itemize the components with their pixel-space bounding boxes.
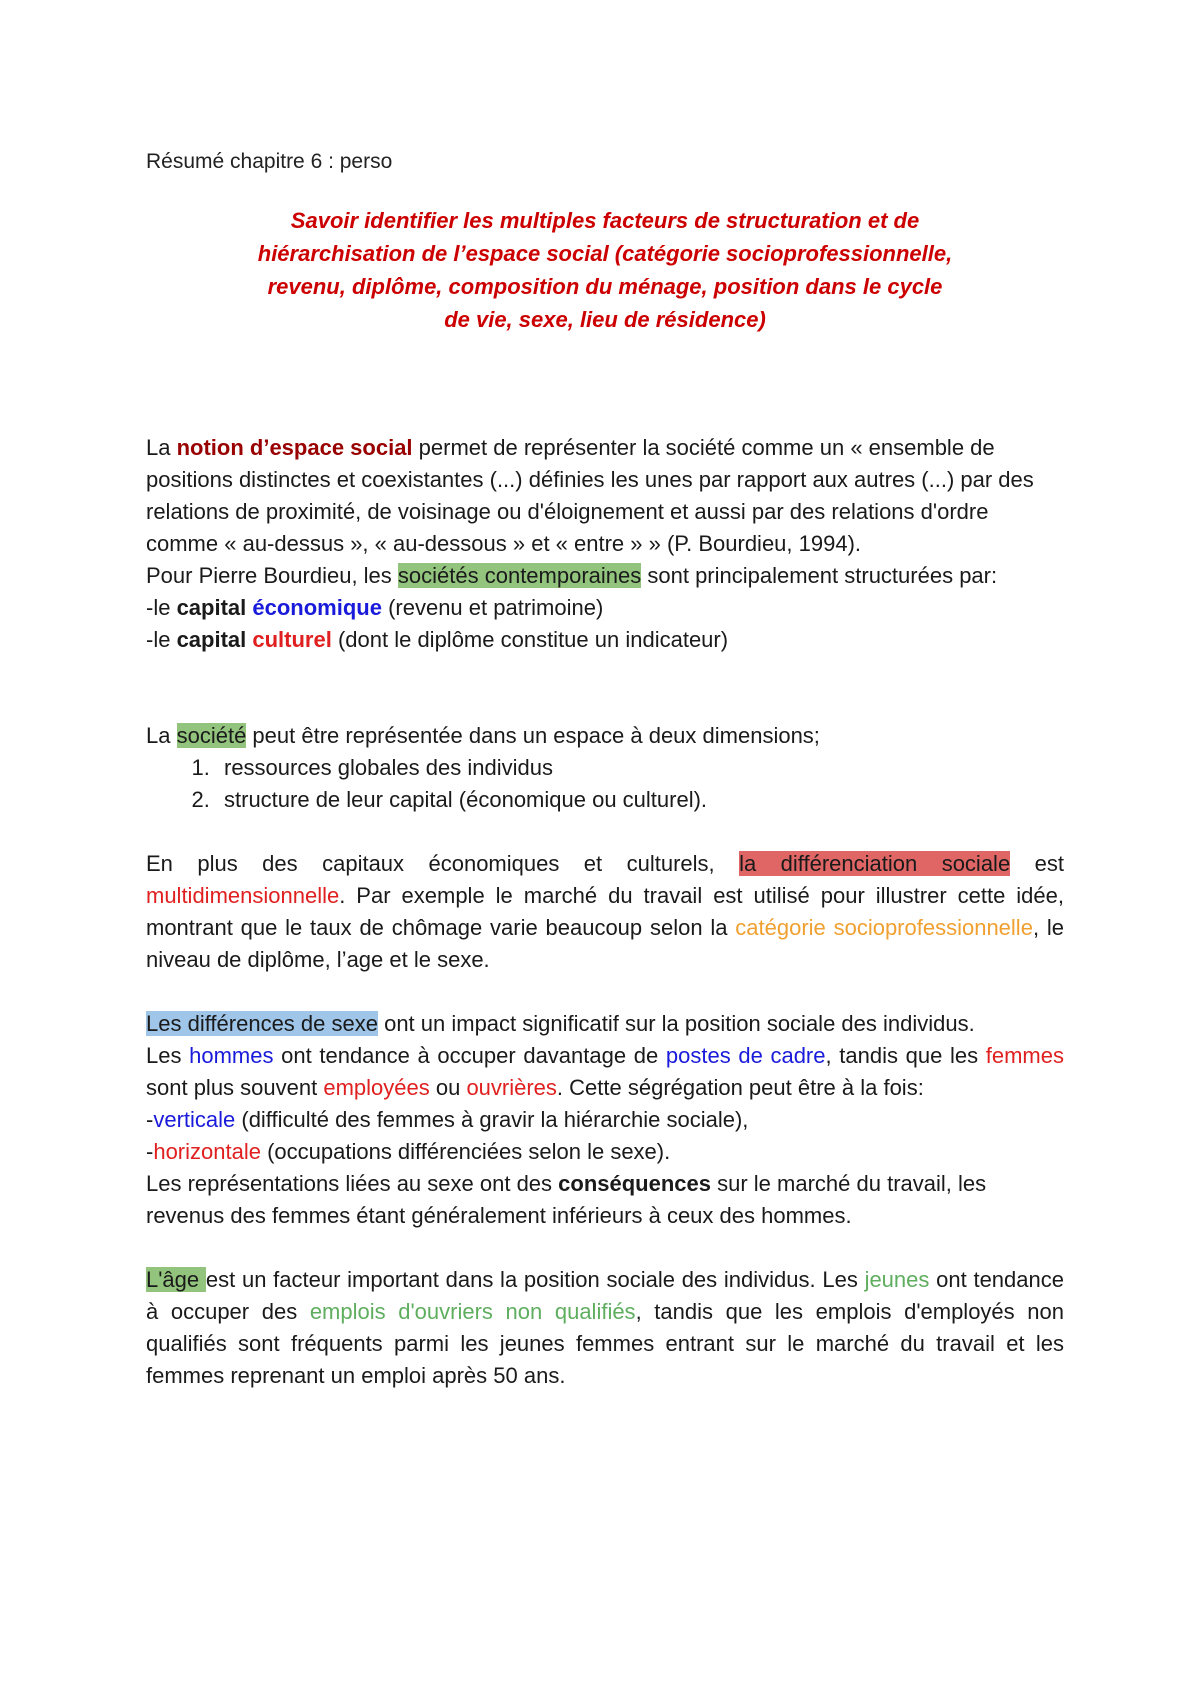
list-item: 1. ressources globales des individus	[216, 752, 1064, 784]
representations-paragraph	[146, 1168, 1064, 1232]
text-run: sont plus souvent	[146, 1075, 324, 1100]
text-run: sur le marché du travail, les revenus des femmes étant généralement inférieurs à ceux des hommes.	[146, 1171, 987, 1228]
csp-word: catégorie socioprofessionnelle	[735, 915, 1033, 940]
text-run: (difficulté des femmes à gravir la hiérarchie sociale),	[235, 1107, 749, 1132]
text-run: ont tendance à occuper des	[146, 1267, 1064, 1324]
dimensions-list	[146, 752, 1064, 816]
text-run: La	[146, 723, 177, 748]
culturel-word: culturel	[252, 627, 332, 652]
highlight-differences-de-sexe: Les différences de sexe	[146, 1011, 378, 1036]
femmes-word: femmes	[985, 1043, 1064, 1068]
text-run: -	[146, 1139, 154, 1164]
hommes-word: hommes	[189, 1043, 274, 1068]
age-paragraph	[146, 1264, 1064, 1392]
text-run: . Cette ségrégation peut être à la fois:	[556, 1075, 924, 1100]
objective-line: revenu, diplôme, composition du ménage, position dans le cycle	[267, 274, 943, 299]
text-run: (occupations différenciées selon le sexe).	[260, 1139, 671, 1164]
postes-de-cadre-word: postes de cadre	[665, 1043, 826, 1068]
text-run: Pour Pierre Bourdieu, les	[146, 563, 398, 588]
text-run: peut être représentée dans un espace à deux dimensions;	[246, 723, 820, 748]
sexe-paragraph	[146, 1008, 1064, 1040]
text-run: Les représentations liées au sexe ont des	[146, 1171, 559, 1196]
text-run: , tandis que les	[825, 1043, 986, 1068]
document-content	[146, 146, 1064, 1392]
list-item: 2. structure de leur capital (économique ou culturel).	[216, 784, 1064, 816]
capital-culturel-line	[146, 624, 1064, 656]
consequences-word: conséquences	[558, 1171, 711, 1196]
text-run: permet de représenter la société comme un « ensemble de positions distinctes et coexistantes (...) définies les unes par rapport aux autres (...) par des relations de proximité, de voisinage ou d'éloignement et aussi par des relations d'ordre comme « au-dessus », « au-dessous » et « entre » » (P. Bourdieu, 1994).	[146, 435, 1034, 556]
text-run: ou	[429, 1075, 467, 1100]
text-run: sont principalement structurées par:	[641, 563, 998, 588]
bourdieu-paragraph	[146, 560, 1064, 592]
text-run: La	[146, 435, 177, 460]
multidimensionnelle-word: multidimensionnelle	[146, 883, 340, 908]
text-run: , le niveau de diplôme, l’age et le sexe.	[146, 915, 1064, 972]
text-run: (revenu et patrimoine)	[381, 595, 604, 620]
text-run: capital	[176, 627, 253, 652]
text-run: -le	[146, 595, 177, 620]
ouvrieres-word: ouvrières	[466, 1075, 557, 1100]
objective-line: de vie, sexe, lieu de résidence)	[444, 307, 766, 332]
text-run: . Par exemple le marché du travail est utilisé pour illustrer cette idée, montrant que le taux de chômage varie beaucoup selon la	[146, 883, 1064, 940]
text-run: capital	[176, 595, 253, 620]
differenciation-paragraph	[146, 848, 1064, 976]
jeunes-word: jeunes	[864, 1267, 930, 1292]
text-run: -	[146, 1107, 154, 1132]
verticale-word: verticale	[153, 1107, 236, 1132]
employees-word: employées	[323, 1075, 430, 1100]
text-run: -le	[146, 627, 177, 652]
text-run: est	[1010, 851, 1064, 876]
capital-economique-line	[146, 592, 1064, 624]
text-run: (dont le diplôme constitue un indicateur)	[331, 627, 729, 652]
horizontale-word: horizontale	[153, 1139, 261, 1164]
chapter-objective	[205, 204, 1005, 336]
highlight-societes-contemporaines: sociétés contemporaines	[397, 563, 642, 588]
document-subtitle: Résumé chapitre 6 : perso	[146, 150, 393, 173]
espace-social-paragraph	[146, 432, 1064, 560]
notion-espace-social: notion d’espace social	[176, 435, 413, 460]
highlight-societe: société	[176, 723, 247, 748]
emplois-ouvriers-word: emplois d'ouvriers non qualifiés	[309, 1299, 636, 1324]
objective-line: Savoir identifier les multiples facteurs de structuration et de	[290, 208, 920, 233]
text-run: En plus des capitaux économiques et culturels,	[146, 851, 740, 876]
hommes-femmes-paragraph	[146, 1040, 1064, 1104]
text-run: est un facteur important dans la position sociale des individus. Les	[205, 1267, 865, 1292]
highlight-age: L'âge	[146, 1267, 206, 1292]
segregation-horizontale-line	[146, 1136, 1064, 1168]
societe-paragraph	[146, 720, 1064, 752]
text-run: Les	[146, 1043, 190, 1068]
objective-line: hiérarchisation de l’espace social (catégorie socioprofessionnelle,	[257, 241, 953, 266]
segregation-verticale-line	[146, 1104, 1064, 1136]
text-run: ont tendance à occuper davantage de	[273, 1043, 666, 1068]
highlight-differenciation-sociale: la différenciation sociale	[739, 851, 1011, 876]
text-run: ont un impact significatif sur la position sociale des individus.	[377, 1011, 975, 1036]
economique-word: économique	[252, 595, 382, 620]
text-run: , tandis que les emplois d'employés non qualifiés sont fréquents parmi les jeunes femmes entrant sur le marché du travail et les femmes reprenant un emploi après 50 ans.	[146, 1299, 1064, 1388]
